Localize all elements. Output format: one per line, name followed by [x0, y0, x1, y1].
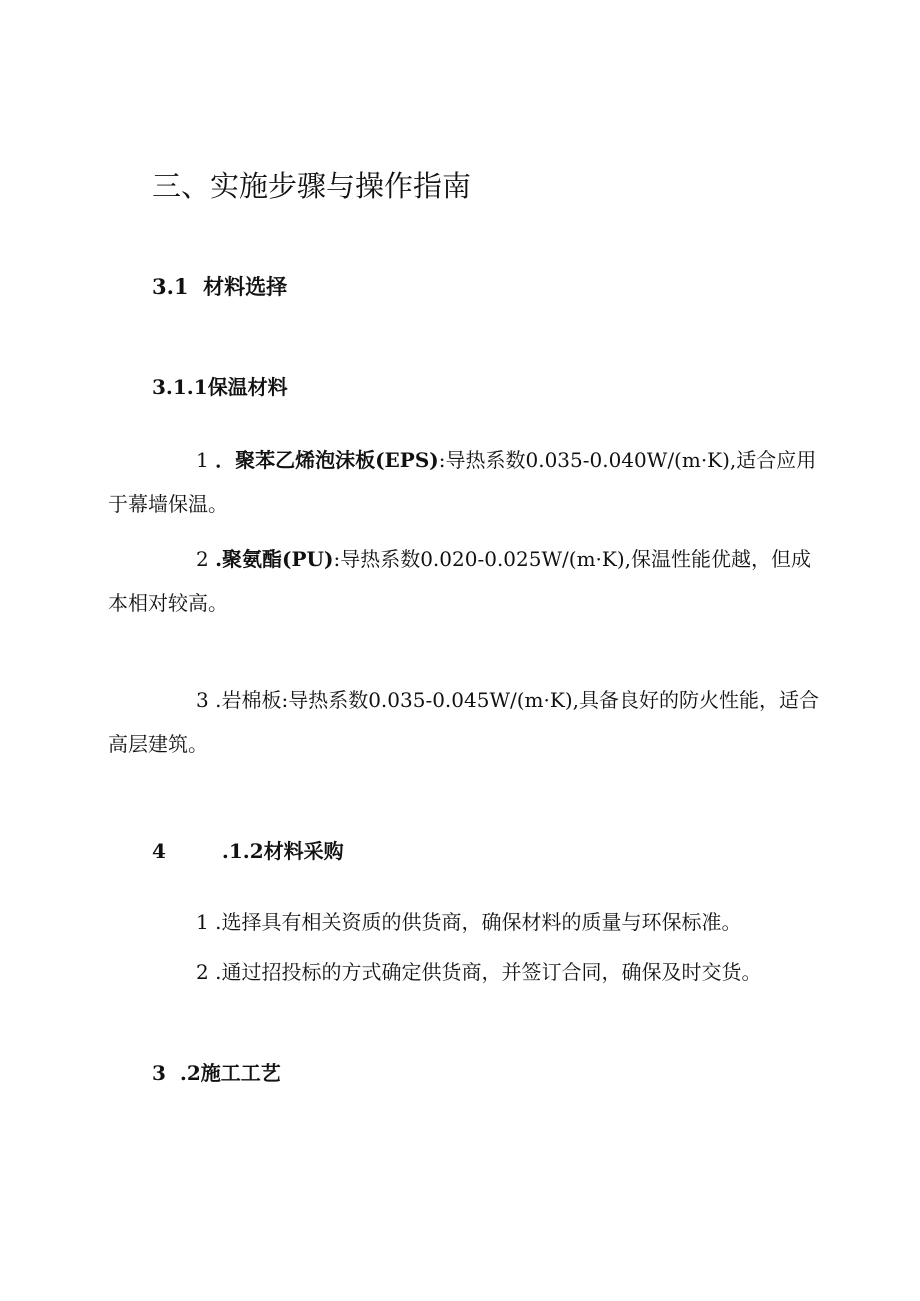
item-number: 3	[196, 688, 209, 712]
section-title: 三、实施步骤与操作指南	[152, 169, 472, 203]
heading-number: 3.1.1	[152, 375, 208, 399]
item-text: :导热系数0.035-0.040W/(m·K),适合应用于幕墙保温。	[108, 448, 817, 516]
heading-3-1-1	[152, 372, 828, 402]
material-item-3	[108, 678, 828, 766]
item-text: :导热系数0.020-0.025W/(m·K),保温性能优越，但成本相对较高。	[108, 547, 811, 615]
item-number: 1	[196, 448, 209, 472]
heading-text: 材料选择	[203, 274, 288, 299]
heading-text: 保温材料	[207, 375, 288, 399]
item-number: 2	[196, 960, 209, 984]
heading-3-1	[152, 272, 828, 302]
heading-number: 4	[152, 839, 166, 863]
item-name: ．聚苯乙烯泡沫板(EPS)	[215, 448, 439, 472]
purchase-item-2	[108, 950, 828, 994]
heading-3-2	[152, 1058, 828, 1088]
item-name: .岩棉板	[215, 688, 282, 712]
item-text: :导热系数0.035-0.045W/(m·K),具备良好的防火性能，适合高层建筑。	[108, 688, 819, 756]
heading-3-1-2	[152, 836, 828, 866]
heading-text: .1.2材料采购	[221, 839, 344, 863]
item-number: 1	[196, 910, 209, 934]
heading-text: .2施工工艺	[179, 1061, 281, 1085]
item-number: 2	[196, 547, 209, 571]
purchase-item-1	[108, 900, 828, 944]
item-name: .聚氨酯(PU)	[215, 547, 334, 571]
material-item-2	[108, 537, 828, 625]
heading-number: 3	[152, 1061, 166, 1085]
heading-number: 3.1	[152, 274, 189, 299]
item-text: .选择具有相关资质的供货商，确保材料的质量与环保标准。	[215, 910, 742, 934]
item-text: .通过招投标的方式确定供货商，并签订合同，确保及时交货。	[215, 960, 762, 984]
material-item-1	[108, 438, 828, 526]
